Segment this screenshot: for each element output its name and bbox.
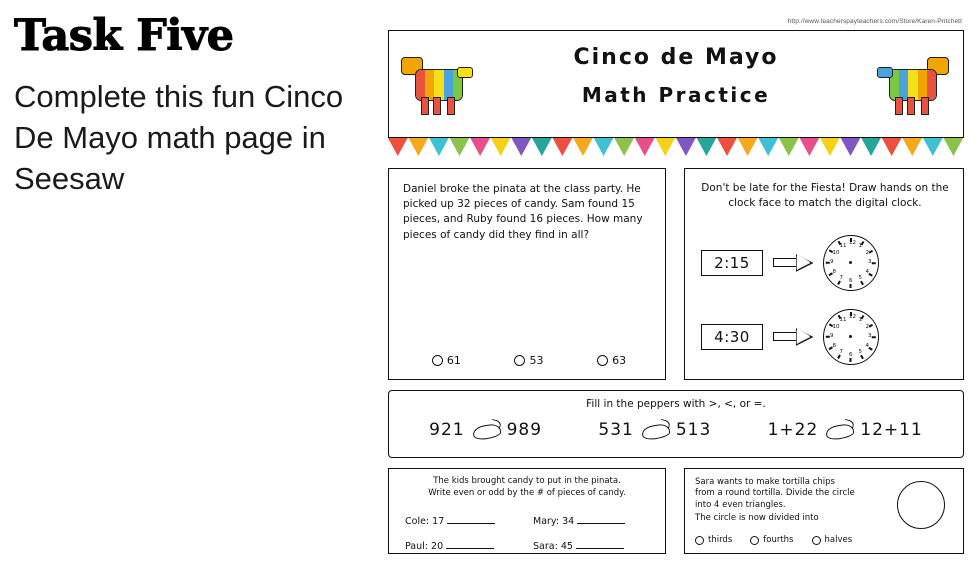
arrow-head-icon	[796, 254, 813, 272]
clock-number: 4	[865, 268, 869, 275]
problem-3-box	[388, 390, 964, 458]
clock-number: 3	[868, 333, 872, 339]
problem-5-choice[interactable]	[695, 535, 732, 545]
clock-number: 12	[849, 314, 856, 320]
bunting-flag	[656, 138, 676, 156]
clock-number: 3	[868, 259, 872, 265]
pepper-left-value: 921	[429, 420, 465, 440]
clock-number: 5	[858, 275, 862, 282]
problem-1-choices	[405, 354, 653, 367]
arrow-icon	[773, 255, 813, 271]
choice-label: thirds	[708, 535, 733, 545]
clock-number: 6	[849, 278, 853, 284]
clock-row-1	[701, 235, 879, 291]
bunting-flag	[450, 138, 470, 156]
bunting-flag	[779, 138, 799, 156]
entry-row	[405, 538, 655, 552]
tortilla-circle[interactable]	[897, 481, 945, 529]
choice-label: 63	[612, 354, 627, 367]
arrow-icon	[773, 329, 813, 345]
banner-title: Cinco de Mayo	[573, 45, 779, 70]
worksheet-source-url: http://www.teacherspayteachers.com/Store/Karen-Pritchett	[787, 18, 962, 25]
bunting-flag	[388, 138, 408, 156]
digital-clock-2: 4:30	[701, 324, 763, 350]
radio-bubble-icon[interactable]	[597, 355, 608, 366]
choice-label: fourths	[763, 535, 794, 545]
entry-name: Cole:	[405, 516, 430, 527]
entry-cell[interactable]	[533, 538, 643, 552]
bunting-flag	[614, 138, 634, 156]
problem-5-box	[684, 468, 964, 554]
problem-5-choice[interactable]	[812, 535, 853, 545]
worksheet-image	[388, 18, 966, 552]
radio-bubble-icon[interactable]	[514, 355, 525, 366]
bunting-flag	[573, 138, 593, 156]
clock-number: 10	[832, 249, 840, 256]
answer-blank[interactable]	[446, 538, 494, 549]
bunting-flag	[532, 138, 552, 156]
radio-bubble-icon[interactable]	[695, 536, 704, 545]
clock-tick	[869, 324, 873, 327]
task-instruction: Complete this fun Cinco De Mayo math page in Seesaw	[14, 79, 344, 196]
problem-4-header-line1: The kids brought candy to put in the pinata.	[433, 476, 621, 486]
bunting-flag	[676, 138, 696, 156]
clock-number: 1	[858, 316, 862, 323]
clock-tick	[869, 250, 873, 253]
entry-name: Paul:	[405, 541, 428, 552]
pepper-comparison[interactable]	[429, 419, 542, 441]
choice-label: halves	[824, 535, 853, 545]
bunting-flag	[923, 138, 943, 156]
answer-blank[interactable]	[577, 513, 625, 524]
choice-label: 53	[529, 354, 544, 367]
clock-number: 7	[839, 349, 843, 356]
entry-value: 17	[432, 516, 445, 527]
banner-subtitle: Math Practice	[581, 83, 771, 107]
pepper-right-value: 513	[675, 420, 712, 440]
radio-bubble-icon[interactable]	[432, 355, 443, 366]
problem-5-text: Sara wants to make tortilla chips from a round tortilla. Divide the circle into 4 even triangles.	[695, 477, 855, 510]
bunting-flag	[470, 138, 490, 156]
clock-number: 10	[832, 323, 840, 330]
clock-tick	[869, 273, 873, 276]
clock-number: 7	[839, 275, 843, 282]
clock-tick	[869, 347, 873, 350]
problem-2-box	[684, 168, 964, 380]
entry-row	[405, 513, 655, 527]
clock-tick	[850, 284, 852, 288]
pepper-icon[interactable]	[640, 419, 670, 441]
digital-clock-1: 2:15	[701, 250, 763, 276]
bunting-flag	[553, 138, 573, 156]
bunting-flag	[511, 138, 531, 156]
pepper-comparison[interactable]	[598, 419, 711, 441]
problem-1-choice[interactable]	[597, 354, 626, 367]
clock-center-dot	[849, 335, 852, 338]
bunting-flag	[409, 138, 429, 156]
problem-4-header-line2: Write even or odd by the # of pieces of candy.	[428, 487, 626, 498]
bunting-flag	[820, 138, 840, 156]
problem-1-text: Daniel broke the pinata at the class party. He picked up 32 pieces of candy. Sam found 15 pieces, and Ruby found 16 pieces. How many pieces of candy did they find in all?	[403, 183, 643, 241]
problem-3-header: Fill in the peppers with >, <, or =.	[586, 398, 766, 410]
clock-number: 9	[830, 259, 834, 265]
worksheet-banner	[388, 30, 964, 138]
bunting-decoration	[388, 138, 964, 158]
clock-number: 4	[865, 342, 869, 349]
bunting-flag	[861, 138, 881, 156]
entry-name: Mary:	[533, 516, 560, 527]
bunting-flag	[594, 138, 614, 156]
clock-number: 2	[865, 323, 869, 330]
clock-number: 9	[830, 333, 834, 339]
bunting-flag	[635, 138, 655, 156]
bunting-flag	[491, 138, 511, 156]
problem-2-text: Don't be late for the Fiesta! Draw hands on the clock face to match the digital clock.	[701, 182, 949, 210]
clock-tick	[872, 336, 876, 338]
pepper-left-value: 1+22	[767, 420, 819, 440]
bunting-flag	[944, 138, 964, 156]
entry-cell[interactable]	[405, 513, 515, 527]
bunting-flag	[800, 138, 820, 156]
entry-value: 20	[431, 541, 444, 552]
problem-5-choice[interactable]	[750, 535, 793, 545]
bunting-flag	[902, 138, 922, 156]
pepper-right-value: 989	[506, 420, 543, 440]
pepper-icon[interactable]	[824, 419, 854, 441]
left-text-column	[14, 11, 364, 200]
analog-clock-1[interactable]	[823, 235, 879, 291]
clock-number: 8	[832, 342, 837, 349]
problem-1-choice[interactable]	[432, 354, 461, 367]
bunting-flag	[697, 138, 717, 156]
clock-number: 5	[858, 349, 862, 356]
clock-tick	[872, 262, 876, 264]
pepper-left-value: 531	[598, 420, 634, 440]
clock-center-dot	[849, 261, 852, 264]
problem-1-choice[interactable]	[514, 354, 543, 367]
answer-blank[interactable]	[447, 513, 495, 524]
problem-1-box	[388, 168, 666, 380]
pepper-right-value: 12+11	[860, 420, 923, 440]
problem-3-row	[401, 419, 951, 441]
clock-number: 11	[839, 242, 847, 249]
bunting-flag	[429, 138, 449, 156]
radio-bubble-icon[interactable]	[750, 536, 759, 545]
problem-4-entries	[405, 513, 655, 563]
problem-4-header	[395, 476, 659, 500]
entry-value: 34	[562, 516, 575, 527]
problem-4-box	[388, 468, 666, 554]
clock-number: 11	[839, 316, 847, 323]
page-title: Task Five	[14, 11, 234, 61]
clock-row-2	[701, 309, 879, 365]
bunting-flag	[717, 138, 737, 156]
clock-tick	[850, 358, 852, 362]
answer-blank[interactable]	[576, 538, 624, 549]
entry-name: Sara:	[533, 541, 558, 552]
bunting-flag	[882, 138, 902, 156]
entry-cell[interactable]	[533, 513, 643, 527]
clock-number: 8	[832, 268, 837, 275]
analog-clock-2[interactable]	[823, 309, 879, 365]
bunting-flag	[738, 138, 758, 156]
choice-label: 61	[446, 354, 461, 367]
clock-number: 1	[858, 242, 862, 249]
clock-number: 2	[865, 249, 869, 256]
bunting-flag	[841, 138, 861, 156]
pepper-icon[interactable]	[471, 419, 501, 441]
clock-number: 6	[849, 352, 853, 358]
radio-bubble-icon[interactable]	[812, 536, 821, 545]
pepper-comparison[interactable]	[768, 419, 923, 441]
entry-value: 45	[560, 541, 573, 552]
entry-cell[interactable]	[405, 538, 515, 552]
bunting-flag	[758, 138, 778, 156]
arrow-head-icon	[796, 328, 813, 346]
clock-number: 12	[849, 240, 856, 246]
problem-5-prompt: The circle is now divided into	[695, 513, 819, 523]
problem-5-choices	[695, 535, 852, 545]
